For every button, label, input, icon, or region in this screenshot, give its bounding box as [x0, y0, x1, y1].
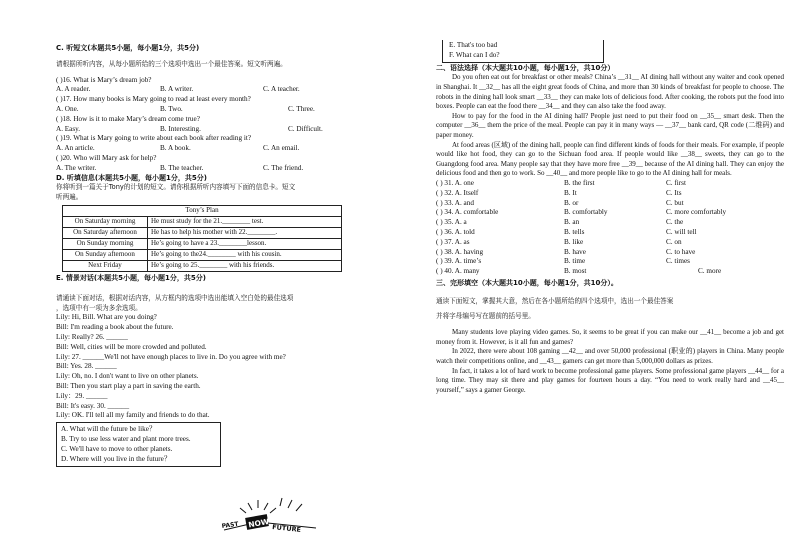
option: C. the — [666, 218, 684, 227]
option: B. It — [564, 188, 577, 197]
option: A. Easy. — [56, 124, 81, 133]
option-row — [436, 267, 784, 277]
question-text: ( )16. What is Mary’s dream job? — [56, 75, 152, 84]
option-row — [436, 228, 784, 238]
option: C. The friend. — [263, 163, 304, 172]
question-text: ( )18. How is it to make Mary’s dream come true? — [56, 114, 200, 123]
option: B. A writer. — [160, 85, 194, 94]
option: ( ) 38. A. having — [436, 247, 484, 256]
passage-paragraph: In fact, it takes a lot of hard work to become professional game players. Some professional game players __44__ for a long time. They may sit there and play games for fourteen hours a day. “You need to work really hard and __45__ yourself,” says a gamer George. — [436, 366, 784, 394]
section-c-instructions: 请根据所听内容，从每小题所给的三个选项中选出一个最佳答案。短文听两遍。 — [56, 59, 287, 68]
option: B. most — [564, 267, 587, 276]
box-option: C. We'll have to move to other planets. — [61, 444, 173, 453]
dialogue-line: Bill: Yes. 28. ______ — [56, 362, 117, 371]
option: ( ) 37. A. as — [436, 237, 470, 246]
option: B. like — [564, 237, 584, 246]
dialogue-line: Bill: Then you start play a part in saving the earth. — [56, 381, 201, 390]
option-row — [436, 208, 784, 218]
section-c-heading: C. 听短文(本题共5小题，每小题1分，共5分) — [56, 44, 200, 52]
option: B. The teacher. — [160, 163, 204, 172]
plan-time: On Saturday morning — [63, 216, 148, 227]
question-options — [56, 125, 406, 135]
tony-plan-table — [62, 205, 342, 272]
plan-time: On Sunday morning — [63, 238, 148, 249]
dialogue-line: Bill: It's easy. 30. ______ — [56, 401, 130, 410]
option: B. time — [564, 257, 586, 266]
plan-activity: He’s going to have a 23.________lesson. — [148, 238, 342, 249]
question-options — [56, 85, 406, 95]
dialogue-line: Lily：29. ______ — [56, 391, 108, 400]
listening-question-20 — [56, 154, 406, 174]
dialogue-line: Bill: I'm reading a book about the future. — [56, 323, 174, 332]
section-e-heading: E. 情景对话(本题共5小题，每小题1分，共5分) — [56, 273, 206, 282]
section-d-instructions-cont: 听两遍。 — [56, 193, 83, 202]
option: A. One. — [56, 104, 79, 113]
option: C. A teacher. — [263, 85, 300, 94]
option: ( ) 39. A. time’s — [436, 257, 482, 266]
options-box — [56, 422, 221, 467]
options-box-continued — [442, 40, 604, 63]
option: C. times — [666, 257, 690, 266]
option: B. A book. — [160, 144, 191, 153]
section-e-instructions: 请通读下面对话，根据对话内容，从方框内的选项中选出能填入空白处的最佳选项 — [56, 293, 294, 302]
plan-time: Next Friday — [63, 260, 148, 271]
plan-activity: He’s going to 25.________ with his friends. — [148, 260, 342, 271]
section-2-heading: 二、语法选择（本大题共10小题，每小题1分，共10分） — [436, 63, 615, 72]
option: C. on — [666, 237, 682, 246]
question-text: ( )17. How many books is Mary going to read at least every month? — [56, 95, 251, 104]
plan-activity: He has to help his mother with 22.________. — [148, 227, 342, 238]
section-d-instructions: 你将听到一篇关于Tony的计划的短文。请你根据所听内容填写下面的信息卡。短文 — [56, 183, 296, 192]
passage-paragraph: How to pay for the food in the AI dining hall? People just need to put their food on __35__ smart desk. Then the computer __36__ them the price of the meal. People can pay it in many ways — __37__ bank card, QR code (二维码) and paper money. — [436, 111, 784, 139]
plan-title: Tony’s Plan — [63, 205, 342, 216]
past-now-future-illustration — [218, 496, 320, 536]
option-row — [436, 199, 784, 209]
option: B. or — [564, 198, 579, 207]
option: ( ) 34. A. comfortable — [436, 208, 499, 217]
option-row — [436, 257, 784, 267]
option: B. tells — [564, 227, 585, 236]
option: ( ) 35. A. a — [436, 218, 467, 227]
stamp-word-past: PAST — [221, 520, 240, 530]
option: A. The writer. — [56, 163, 97, 172]
option: ( ) 31. A. one — [436, 178, 474, 187]
option: B. Two. — [160, 104, 183, 113]
option: C. Three. — [288, 104, 315, 113]
option: C. to have — [666, 247, 696, 256]
option-row — [436, 179, 784, 189]
option: ( ) 36. A. told — [436, 227, 475, 236]
option: ( ) 40. A. many — [436, 267, 480, 276]
stamp-word-now: NOW — [247, 516, 270, 530]
passage-paragraph: At food areas (区域) of the dining hall, people can find different kinds of foods for their meals. For example, if people would like hot food, they can go to the Sichuan food area. If people would like __38__ sweets, they can go to the Guangdong food area. Many people say that they have more free __39__ because of the AI dining hall. They can enjoy the delicious food and then go to work. So __40__ and more people like to go to the AI dining hall for meals. — [436, 140, 784, 178]
option: C. Its — [666, 188, 682, 197]
box-option: B. Try to use less water and plant more trees. — [61, 434, 191, 443]
dialogue-line: Bill: Well, cities will be more crowded and polluted. — [56, 342, 207, 351]
option: C. will tell — [666, 227, 697, 236]
option: C. first — [666, 178, 686, 187]
passage-paragraph: In 2022, there were about 108 gaming __42__ and over 50,000 professional (职业的) players in China. Many people watch their competitions online, and __43__ gamers can get more than 5,000,000 dollars as prizes. — [436, 347, 784, 366]
question-options — [56, 164, 406, 174]
option-row — [436, 238, 784, 248]
option: A. An article. — [56, 144, 95, 153]
question-text: ( )19. What is Mary going to write about each book after reading it? — [56, 134, 252, 143]
passage-paragraph: Many students love playing video games. So, it seems to be great if you can make our __41__ become a job and get money from it. However, is it all fun and games? — [436, 328, 784, 346]
plan-time: On Sunday afternoon — [63, 249, 148, 260]
dialogue-line: Lily: 27. ______We'll not have enough places to live in. Do you agree with me? — [56, 352, 286, 361]
question-text: ( )20. Who will Mary ask for help? — [56, 153, 157, 162]
section-d-heading: D. 听填信息(本题共5小题，每小题1分，共5分) — [56, 173, 207, 182]
table-row — [63, 238, 342, 249]
box-option: F. What can I do? — [449, 50, 500, 59]
right-column — [436, 40, 784, 395]
option: C. more — [698, 267, 722, 276]
listening-question-19 — [56, 134, 406, 154]
dialogue-line: Lily: Really? 26. ______ — [56, 332, 128, 341]
table-row — [63, 216, 342, 227]
listening-question-16 — [56, 76, 406, 96]
option: B. Interesting. — [160, 124, 201, 133]
left-column — [56, 44, 406, 467]
option: B. the first — [564, 178, 595, 187]
option: A. A reader. — [56, 85, 91, 94]
grammar-options — [436, 179, 784, 277]
option: C. more comfortably — [666, 208, 727, 217]
stamp-word-future: FUTURE — [271, 523, 302, 535]
dialogue-line: Lily: Oh, no. I don't want to live on other planets. — [56, 372, 199, 381]
dialogue-line: Lily: OK. I'll tell all my family and friends to do that. — [56, 411, 210, 420]
table-row — [63, 249, 342, 260]
option-row — [436, 218, 784, 228]
dialogue — [56, 313, 406, 421]
box-option: D. Where will you live in the future？ — [61, 454, 172, 463]
section-e-instructions-cont: ，选项中有一项为多余选项。 — [56, 303, 142, 312]
section-3-heading: 三、完形填空（本大题共10小题，每小题1分，共10分）。 — [436, 278, 618, 287]
plan-activity: He must study for the 21.________ test. — [148, 216, 342, 227]
plan-time: On Saturday afternoon — [63, 227, 148, 238]
option: C. Difficult. — [288, 124, 323, 133]
table-row — [63, 227, 342, 238]
question-options — [56, 144, 406, 154]
option-row — [436, 189, 784, 199]
section-3-instructions-cont: 并将字母编号写在题前的括号里。 — [436, 312, 535, 321]
plan-activity: He’s going to the24.________ with his cousin. — [148, 249, 342, 260]
listening-question-18 — [56, 115, 406, 135]
option: ( ) 32. A. Itself — [436, 188, 479, 197]
option: B. comfortably — [564, 208, 608, 217]
table-row — [63, 260, 342, 271]
option: C. An email. — [263, 144, 300, 153]
option-row — [436, 248, 784, 258]
passage-paragraph: Do you often eat out for breakfast or other meals? China’s __31__ AI dining hall without any waiter and cook opened in Shanghai. It __32__ has all the eight great foods of China, and more than 30 kinds of breakfast for people to choose. The robots in the dining hall look smart __33__ they can make lots of delicious food. After cooking, the robots put the food into boxes. People can eat the food there __34__ and they can also take the food away. — [436, 73, 784, 111]
section-3-instructions: 通读下面短文，掌握其大意，然后在各小题所给的四个选项中，选出一个最佳答案 — [436, 296, 674, 305]
box-option: A. What will the future be like？ — [61, 425, 157, 434]
option: C. but — [666, 198, 684, 207]
option: ( ) 33. A. and — [436, 198, 474, 207]
grammar-passage — [436, 73, 784, 179]
listening-question-17 — [56, 95, 406, 115]
box-option: E. That's too bad — [449, 41, 498, 49]
question-options — [56, 105, 406, 115]
cloze-passage — [436, 328, 784, 395]
dialogue-line: Lily: Hi, Bill. What are you doing? — [56, 313, 157, 322]
option: B. an — [564, 218, 580, 227]
option: B. have — [564, 247, 586, 256]
